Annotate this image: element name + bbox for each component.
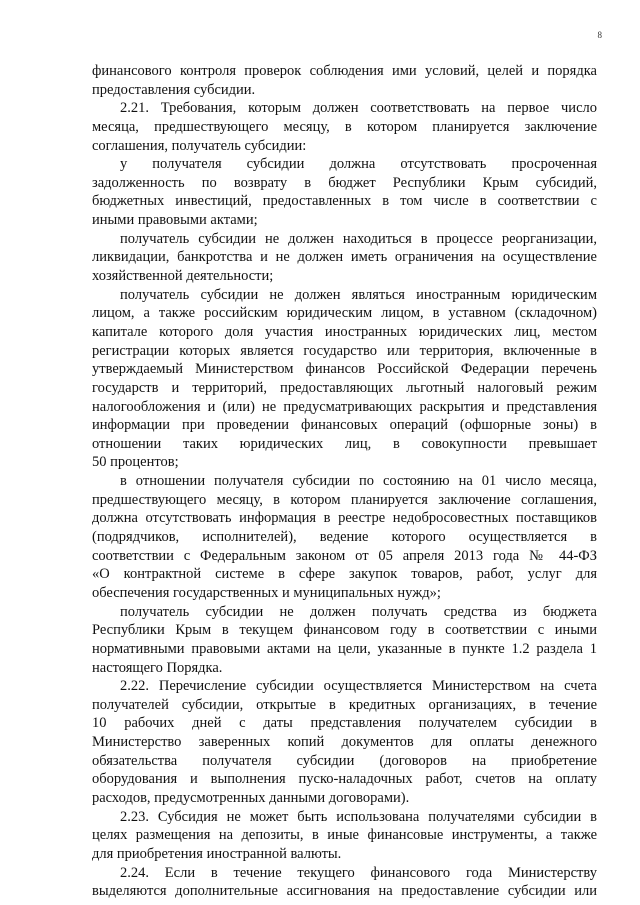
- text-line: 50 процентов;: [92, 454, 179, 471]
- text-line: для приобретения иностранной валюты.: [92, 845, 342, 862]
- text-line: настоящего Порядка.: [92, 659, 223, 676]
- text-line: государств и территорий, предоставляющих льготный налоговый режим: [92, 379, 597, 396]
- text-line: 10 рабочих дней с даты представления получателем субсидии в: [92, 715, 597, 732]
- text-line: лицом, а также российским юридическим лицом, в уставном (складочном): [92, 305, 597, 322]
- text-line: месяца, предшествующего месяцу, в котором планируется заключение: [92, 118, 597, 135]
- text-line: целях размещения на депозиты, в иные финансовые инструменты, а также: [92, 827, 597, 844]
- page-number: 8: [597, 30, 602, 40]
- text-line: предшествующего месяцу, в котором планируется заключение соглашения,: [92, 491, 597, 508]
- text-line: должна отсутствовать информация в реестре недобросовестных поставщиков: [92, 510, 597, 527]
- text-line: хозяйственной деятельности;: [92, 268, 274, 285]
- text-line: утверждаемый Министерством финансов Российской Федерации перечень: [92, 361, 597, 378]
- text-line: (подрядчиков, исполнителей), ведение которого осуществляется в: [92, 529, 597, 546]
- text-line: соглашения, получатель субсидии:: [92, 137, 307, 154]
- text-line: получатель субсидии не должен получать средства из бюджета: [120, 603, 597, 620]
- text-line: обеспечения государственных и муниципальных нужд»;: [92, 584, 441, 601]
- text-line: иными правовыми актами;: [92, 212, 258, 229]
- text-line: 2.24. Если в течение текущего финансового года Министерству: [120, 864, 597, 881]
- text-line: получатель субсидии не должен находиться в процессе реорганизации,: [120, 230, 597, 247]
- text-line: «О контрактной системе в сфере закупок товаров, работ, услуг для: [92, 566, 597, 583]
- text-line: 2.23. Субсидия не может быть использована получателями субсидии в: [120, 808, 597, 825]
- body-text: [92, 62, 597, 901]
- text-line: налогообложения и (или) не предусматривающих раскрытия и представления: [92, 398, 597, 415]
- text-line: обязательства получателя субсидии (договоров на приобретение: [92, 752, 597, 769]
- text-line: Министерство заверенных копий документов для оплаты денежного: [92, 734, 597, 751]
- text-line: соответствии с Федеральным законом от 05 апреля 2013 года № 44-ФЗ: [92, 547, 597, 564]
- text-line: в отношении получателя субсидии по состоянию на 01 число месяца,: [120, 473, 597, 490]
- text-line: финансового контроля проверок соблюдения ими условий, целей и порядка: [92, 63, 597, 79]
- text-line: 2.22. Перечисление субсидии осуществляется Министерством на счета: [120, 678, 597, 695]
- text-line: выделяются дополнительные ассигнования на предоставление субсидии или: [92, 883, 597, 900]
- text-line: отношении таких юридических лиц, в совокупности превышает: [92, 435, 597, 452]
- text-line: у получателя субсидии должна отсутствовать просроченная: [120, 156, 597, 173]
- text-line: ликвидации, банкротства и не должен иметь ограничения на осуществление: [92, 249, 597, 266]
- text-line: получателей субсидии, открытые в кредитных организациях, в течение: [92, 696, 597, 713]
- text-line: нормативными правовыми актами на цели, указанные в пункте 1.2 раздела 1: [92, 640, 597, 657]
- text-line: расходов, предусмотренных данными договорами).: [92, 789, 410, 806]
- text-line: информации при проведении финансовых операций (офшорные зоны) в: [92, 417, 597, 434]
- text-line: Республики Крым в текущем финансовом году в соответствии с иными: [92, 622, 597, 639]
- text-line: оборудования и выполнения пуско-наладочных работ, счетов на оплату: [92, 771, 597, 788]
- text-line: бюджетных инвестиций, предоставленных в том числе в соответствии с: [92, 193, 597, 210]
- text-line: предоставления субсидии.: [92, 81, 256, 98]
- text-line: 2.21. Требования, которым должен соответствовать на первое число: [120, 100, 597, 117]
- text-line: регистрации которых является государство или территория, включенные в: [92, 342, 597, 359]
- text-line: получатель субсидии не должен являться иностранным юридическим: [120, 286, 597, 303]
- text-line: капитале которого доля участия иностранных юридических лиц, местом: [92, 323, 597, 340]
- text-line: задолженность по возврату в бюджет Республики Крым субсидий,: [92, 174, 597, 191]
